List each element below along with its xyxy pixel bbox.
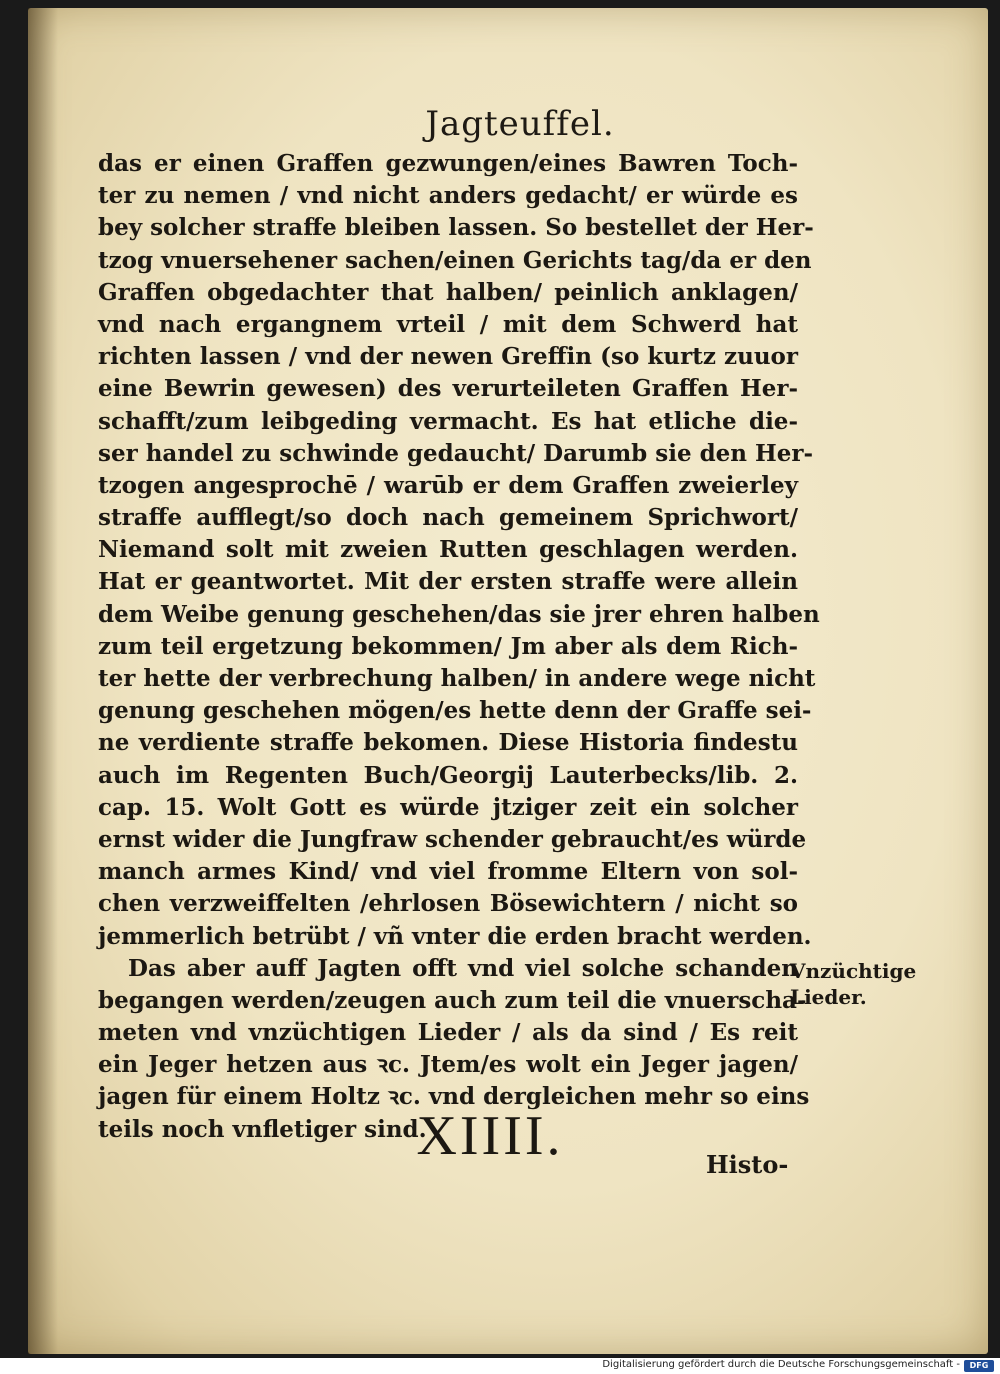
running-header — [0, 104, 1000, 144]
text-line: Niemand solt mit zweien Rutten geschlagen werden. — [98, 536, 798, 564]
text-line: ernst wider die Jungfraw schender gebraucht/es würde — [98, 825, 807, 853]
text-line: jagen für einem Holtz ꝛc. vnd dergleichen mehr so eins — [98, 1083, 810, 1111]
text-line: dem Weibe genung geschehen/das sie jrer ehren halben — [98, 600, 820, 628]
dfg-logo-icon: DFG — [964, 1360, 994, 1372]
text-line: richten lassen / vnd der newen Greffin (so kurtz zuuor — [98, 343, 798, 371]
running-header-text: Jagteuffel. — [425, 104, 615, 144]
text-line: schafft/zum leibgeding vermacht. Es hat etliche die- — [98, 407, 798, 435]
marginal-note — [790, 958, 920, 1010]
text-line: ter zu nemen / vnd nicht anders gedacht/ er würde es — [98, 182, 798, 210]
main-text-block — [98, 148, 820, 1146]
text-line: straffe aufflegt/so doch nach gemeinem Sprichwort/ — [98, 504, 798, 532]
text-line: das er einen Graffen gezwungen/eines Bawren Toch- — [98, 150, 798, 177]
footer-bar — [0, 1358, 1000, 1374]
text-line: zum teil ergetzung bekommen/ Jm aber als dem Rich- — [98, 632, 798, 660]
text-line: chen verzweiffelten /ehrlosen Bösewichtern / nicht so — [98, 890, 798, 918]
text-line: jemmerlich betrübt / vñ vnter die erden bracht werden. — [98, 922, 812, 950]
marginal-note-line: Lieder. — [790, 985, 867, 1009]
text-line-paragraph-start: Das aber auff Jagten offt vnd viel solche schanden — [128, 954, 798, 982]
text-line: genung geschehen mögen/es hette denn der Graffe sei- — [98, 697, 812, 725]
text-line: ser handel zu schwinde gedaucht/ Darumb sie den Her- — [98, 439, 814, 467]
text-line: auch im Regenten Buch/Georgij Lauterbecks/lib. 2. — [98, 761, 798, 789]
text-line: ein Jeger hetzen aus ꝛc. Jtem/es wolt ein Jeger jagen/ — [98, 1051, 798, 1079]
catchword: Histo- — [706, 1150, 789, 1179]
section-number — [0, 1104, 1000, 1168]
text-line: tzog vnuersehener sachen/einen Gerichts tag/da er den — [98, 246, 812, 274]
section-number-text: XIIII. — [416, 1105, 564, 1167]
text-line: tzogen angesprochē / warūb er dem Graffen zweierley — [98, 471, 798, 499]
marginal-note-line: Vnzüchtige — [790, 959, 917, 983]
text-line: eine Bewrin gewesen) des verurteileten Graffen Her- — [98, 375, 798, 403]
text-line: begangen werden/zeugen auch zum teil die vnuerscha- — [98, 986, 807, 1014]
text-line: teils noch vnfletiger sind. — [98, 1115, 427, 1143]
text-line: ter hette der verbrechung halben/ in andere wege nicht — [98, 665, 816, 692]
text-line: ne verdiente straffe bekomen. Diese Historia findestu — [98, 729, 798, 757]
text-line: Graffen obgedachter that halben/ peinlich anklagen/ — [98, 278, 798, 306]
text-line: Hat er geantwortet. Mit der ersten straffe were allein — [98, 568, 798, 596]
funding-notice: Digitalisierung gefördert durch die Deutsche Forschungsgemeinschaft - — [602, 1359, 960, 1370]
text-line: cap. 15. Wolt Gott es würde jtziger zeit ein solcher — [98, 793, 798, 821]
text-line: bey solcher straffe bleiben lassen. So bestellet der Her- — [98, 214, 814, 242]
text-line: manch armes Kind/ vnd viel fromme Eltern von sol- — [98, 858, 798, 886]
text-line: meten vnd vnzüchtigen Lieder / als da sind / Es reit — [98, 1019, 798, 1047]
text-line: vnd nach ergangnem vrteil / mit dem Schwerd hat — [98, 310, 798, 338]
